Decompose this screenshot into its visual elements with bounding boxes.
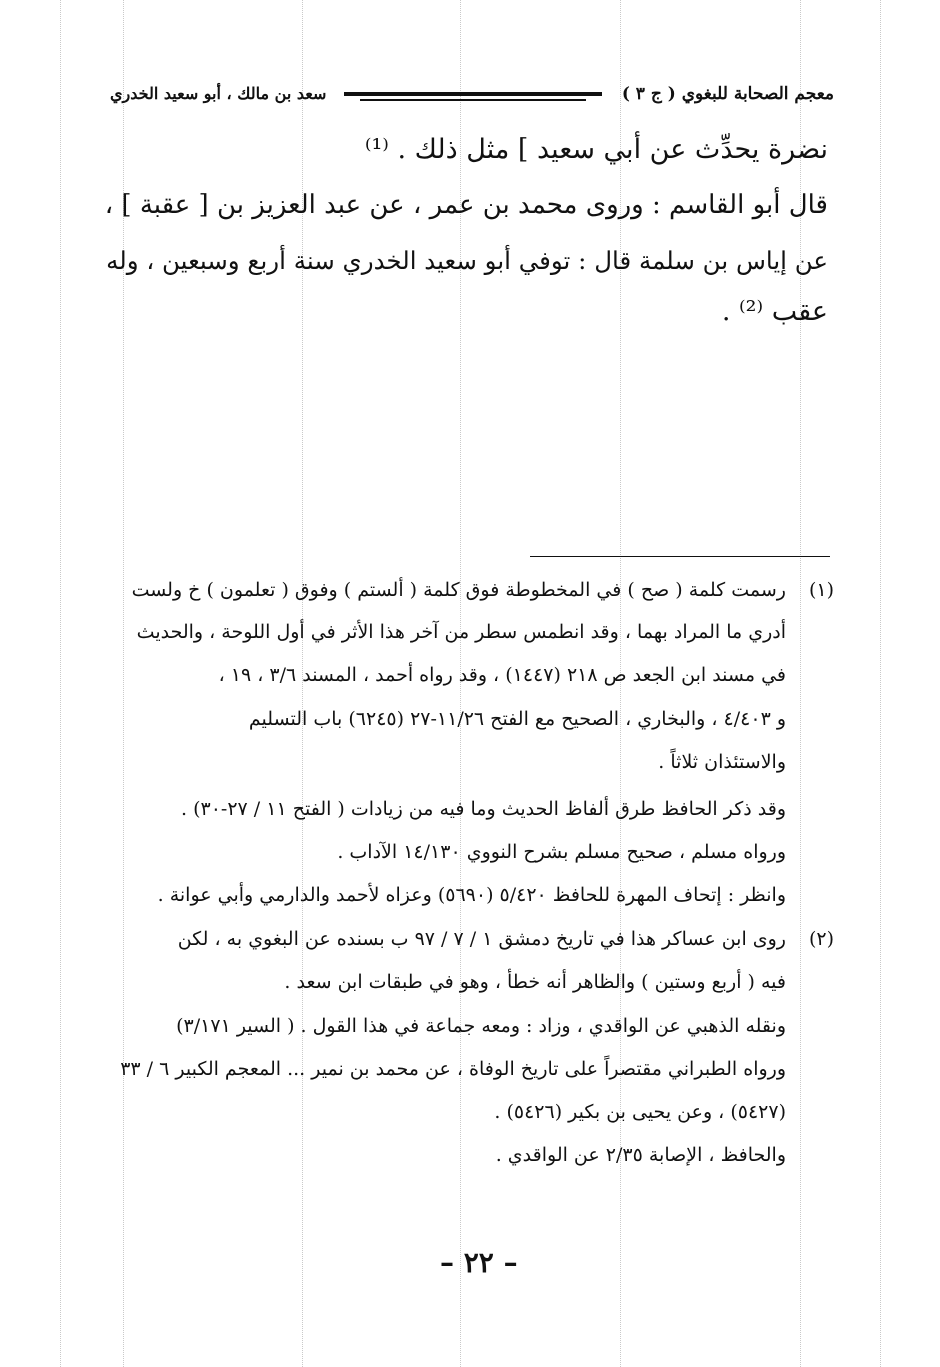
header-rule: [360, 99, 586, 101]
footnote-line: رسمت كلمة ( صح ) في المخطوطة فوق كلمة ( ألستم ) وفوق ( تعلمون ) خ ولست: [131, 579, 786, 601]
footnote-line: ورواه مسلم ، صحيح مسلم بشرح النووي ١٤/١٣٠ الآداب .: [337, 841, 786, 863]
body-line: عن إياس بن سلمة قال : توفي أبو سعيد الخدري سنة أربع وسبعين ، وله: [106, 246, 828, 275]
footnote-line: و ٤/٤٠٣ ، والبخاري ، الصحيح مع الفتح ١١/٢٦-٢٧ (٦٢٤٥) باب التسليم: [248, 708, 786, 730]
footnote-line: في مسند ابن الجعد ص ٢١٨ (١٤٤٧) ، وقد رواه أحمد ، المسند ٣/٦ ، ١٩ ،: [218, 664, 786, 686]
footnote-line: والاستئذان ثلاثاً .: [658, 751, 786, 773]
body-line: عقب ⁽²⁾ .: [721, 296, 828, 327]
footnote-line: ورواه الطبراني مقتصراً على تاريخ الوفاة ، عن محمد بن نمير ... المعجم الكبير ٦ / ٣٣: [120, 1058, 786, 1080]
header-rule: [344, 92, 602, 96]
footnote-number: (٢): [808, 928, 834, 950]
scan-guide-line: [880, 0, 881, 1367]
footnote-separator: [530, 556, 830, 557]
footnote-line: روى ابن عساكر هذا في تاريخ دمشق ١ / ٧ / ٩٧ ب بسنده عن البغوي به ، لكن: [177, 928, 786, 950]
scan-guide-line: [60, 0, 61, 1367]
footnote-number: (١): [808, 579, 834, 601]
body-line: نضرة يحدِّث عن أبي سعيد ] مثل ذلك . ⁽¹⁾: [364, 134, 828, 165]
footnote-line: ونقله الذهبي عن الواقدي ، وزاد : ومعه جماعة في هذا القول . ( السير ٣/١٧١): [176, 1015, 786, 1037]
footnote-line: وقد ذكر الحافظ طرق ألفاظ الحديث وما فيه من زيادات ( الفتح ١١ / ٢٧-٣٠) .: [181, 798, 786, 820]
header-section-title: سعد بن مالك ، أبو سعيد الخدري: [110, 84, 327, 103]
header-book-title: معجم الصحابة للبغوي ( ج ٣ ): [621, 84, 834, 104]
footnote-line: فيه ( أربع وستين ) والظاهر أنه خطأ ، وهو في طبقات ابن سعد .: [284, 971, 786, 993]
footnote-line: والحافظ ، الإصابة ٢/٣٥ عن الواقدي .: [495, 1144, 786, 1166]
footnote-line: وانظر : إتحاف المهرة للحافظ ٥/٤٢٠ (٥٦٩٠) وعزاه لأحمد والدارمي وأبي عوانة .: [157, 884, 786, 906]
footnote-line: أدري ما المراد بهما ، وقد انطمس سطر من آخر هذا الأثر في أول اللوحة ، والحديث: [136, 621, 786, 643]
page-number: – ٢٢ –: [440, 1246, 518, 1279]
footnote-line: (٥٤٢٧) ، وعن يحيى بن بكير (٥٤٢٦) .: [494, 1101, 786, 1123]
body-line: قال أبو القاسم : وروى محمد بن عمر ، عن عبد العزيز بن [ عقبة ] ،: [104, 190, 828, 220]
